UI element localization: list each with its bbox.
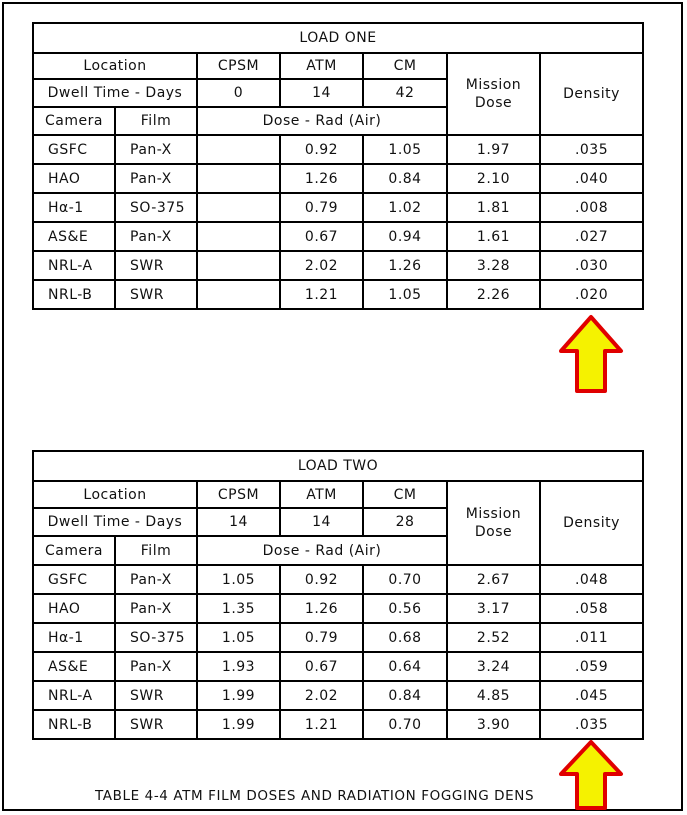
camera-cell: NRL-B: [33, 710, 115, 739]
film-cell: Pan-X: [115, 565, 197, 594]
dose-header: Dose - Rad (Air): [197, 107, 447, 135]
table-row: [33, 193, 643, 222]
location-header: Location: [33, 481, 197, 508]
film-header: Film: [115, 107, 197, 135]
table-row: [33, 681, 643, 710]
atm-cell: 0.67: [280, 222, 363, 251]
density-cell: .040: [540, 164, 643, 193]
camera-cell: HAO: [33, 164, 115, 193]
atm-cell: 2.02: [280, 681, 363, 710]
arrow-up-icon: [557, 313, 625, 395]
atm-header: ATM: [280, 481, 363, 508]
arrow-up-icon: [557, 738, 625, 812]
film-cell: SWR: [115, 681, 197, 710]
atm-header: ATM: [280, 53, 363, 79]
cpsm-cell: 1.05: [197, 623, 280, 652]
table-row: [33, 565, 643, 594]
density-header: Density: [540, 53, 643, 135]
atm-cell: 1.26: [280, 164, 363, 193]
table-row: [33, 652, 643, 681]
cpsm-cell: [197, 251, 280, 280]
table-row: [33, 623, 643, 652]
atm-cell: 0.92: [280, 135, 363, 164]
camera-cell: AS&E: [33, 652, 115, 681]
atm-cell: 1.26: [280, 594, 363, 623]
cm-cell: 0.56: [363, 594, 447, 623]
cpsm-cell: [197, 164, 280, 193]
film-cell: Pan-X: [115, 594, 197, 623]
atm-cell: 0.92: [280, 565, 363, 594]
mission-dose-cell: 2.10: [447, 164, 540, 193]
cpsm-cell: [197, 222, 280, 251]
load-two-table: [32, 450, 644, 740]
density-cell: .048: [540, 565, 643, 594]
film-header: Film: [115, 536, 197, 565]
film-cell: Pan-X: [115, 222, 197, 251]
cpsm-cell: 1.35: [197, 594, 280, 623]
atm-cell: 2.02: [280, 251, 363, 280]
film-cell: SWR: [115, 280, 197, 309]
table-row: [33, 164, 643, 193]
camera-cell: Hα-1: [33, 623, 115, 652]
cpsm-cell: 1.93: [197, 652, 280, 681]
mission-dose-cell: 2.67: [447, 565, 540, 594]
cm-cell: 0.68: [363, 623, 447, 652]
load-one-table: [32, 22, 644, 310]
camera-cell: NRL-A: [33, 681, 115, 710]
cpsm-cell: 1.99: [197, 710, 280, 739]
density-cell: .058: [540, 594, 643, 623]
density-cell: .008: [540, 193, 643, 222]
mission-dose-cell: 2.52: [447, 623, 540, 652]
table-caption: TABLE 4-4 ATM FILM DOSES AND RADIATION FOGGING DENS: [95, 788, 535, 804]
density-cell: .020: [540, 280, 643, 309]
table-row: [33, 222, 643, 251]
film-cell: SO-375: [115, 193, 197, 222]
cpsm-header: CPSM: [197, 53, 280, 79]
camera-cell: AS&E: [33, 222, 115, 251]
density-header: Density: [540, 481, 643, 565]
cm-cell: 0.84: [363, 681, 447, 710]
density-cell: .035: [540, 135, 643, 164]
cm-cell: 1.26: [363, 251, 447, 280]
table-row: [33, 710, 643, 739]
cpsm-header: CPSM: [197, 481, 280, 508]
cpsm-cell: [197, 280, 280, 309]
dwell-atm: 14: [280, 508, 363, 536]
mission-dose-cell: 3.28: [447, 251, 540, 280]
film-cell: SWR: [115, 251, 197, 280]
cm-header: CM: [363, 481, 447, 508]
table-row: [33, 594, 643, 623]
mission-dose-cell: 4.85: [447, 681, 540, 710]
camera-header: Camera: [33, 107, 115, 135]
dwell-cm: 42: [363, 79, 447, 107]
cm-cell: 0.70: [363, 710, 447, 739]
mission-dose-cell: 2.26: [447, 280, 540, 309]
film-cell: SWR: [115, 710, 197, 739]
cm-cell: 1.02: [363, 193, 447, 222]
density-cell: .030: [540, 251, 643, 280]
density-cell: .045: [540, 681, 643, 710]
cm-cell: 0.70: [363, 565, 447, 594]
atm-cell: 1.21: [280, 710, 363, 739]
film-cell: Pan-X: [115, 135, 197, 164]
camera-cell: NRL-A: [33, 251, 115, 280]
camera-cell: HAO: [33, 594, 115, 623]
cm-cell: 1.05: [363, 280, 447, 309]
density-cell: .011: [540, 623, 643, 652]
dwell-time-header: Dwell Time - Days: [33, 508, 197, 536]
density-cell: .027: [540, 222, 643, 251]
camera-cell: NRL-B: [33, 280, 115, 309]
mission-dose-cell: 1.61: [447, 222, 540, 251]
load-one-title: LOAD ONE: [33, 23, 643, 53]
camera-cell: GSFC: [33, 135, 115, 164]
table-row: [33, 280, 643, 309]
camera-cell: GSFC: [33, 565, 115, 594]
atm-cell: 1.21: [280, 280, 363, 309]
camera-header: Camera: [33, 536, 115, 565]
mission-dose-cell: 1.81: [447, 193, 540, 222]
cm-header: CM: [363, 53, 447, 79]
mission-dose-cell: 1.97: [447, 135, 540, 164]
mission-dose-cell: 3.17: [447, 594, 540, 623]
cpsm-cell: 1.99: [197, 681, 280, 710]
film-cell: Pan-X: [115, 652, 197, 681]
table-row: [33, 135, 643, 164]
cm-cell: 0.94: [363, 222, 447, 251]
film-cell: Pan-X: [115, 164, 197, 193]
atm-cell: 0.67: [280, 652, 363, 681]
dose-header: Dose - Rad (Air): [197, 536, 447, 565]
dwell-atm: 14: [280, 79, 363, 107]
mission-dose-cell: 3.24: [447, 652, 540, 681]
dwell-cpsm: 0: [197, 79, 280, 107]
atm-cell: 0.79: [280, 193, 363, 222]
cpsm-cell: [197, 135, 280, 164]
density-cell: .035: [540, 710, 643, 739]
cpsm-cell: [197, 193, 280, 222]
cm-cell: 1.05: [363, 135, 447, 164]
table-row: [33, 251, 643, 280]
cpsm-cell: 1.05: [197, 565, 280, 594]
density-cell: .059: [540, 652, 643, 681]
location-header: Location: [33, 53, 197, 79]
dwell-cpsm: 14: [197, 508, 280, 536]
mission-dose-header: Mission Dose: [447, 53, 540, 135]
dwell-cm: 28: [363, 508, 447, 536]
cm-cell: 0.64: [363, 652, 447, 681]
mission-dose-header: Mission Dose: [447, 481, 540, 565]
atm-cell: 0.79: [280, 623, 363, 652]
load-two-title: LOAD TWO: [33, 451, 643, 481]
mission-dose-cell: 3.90: [447, 710, 540, 739]
film-cell: SO-375: [115, 623, 197, 652]
cm-cell: 0.84: [363, 164, 447, 193]
dwell-time-header: Dwell Time - Days: [33, 79, 197, 107]
camera-cell: Hα-1: [33, 193, 115, 222]
